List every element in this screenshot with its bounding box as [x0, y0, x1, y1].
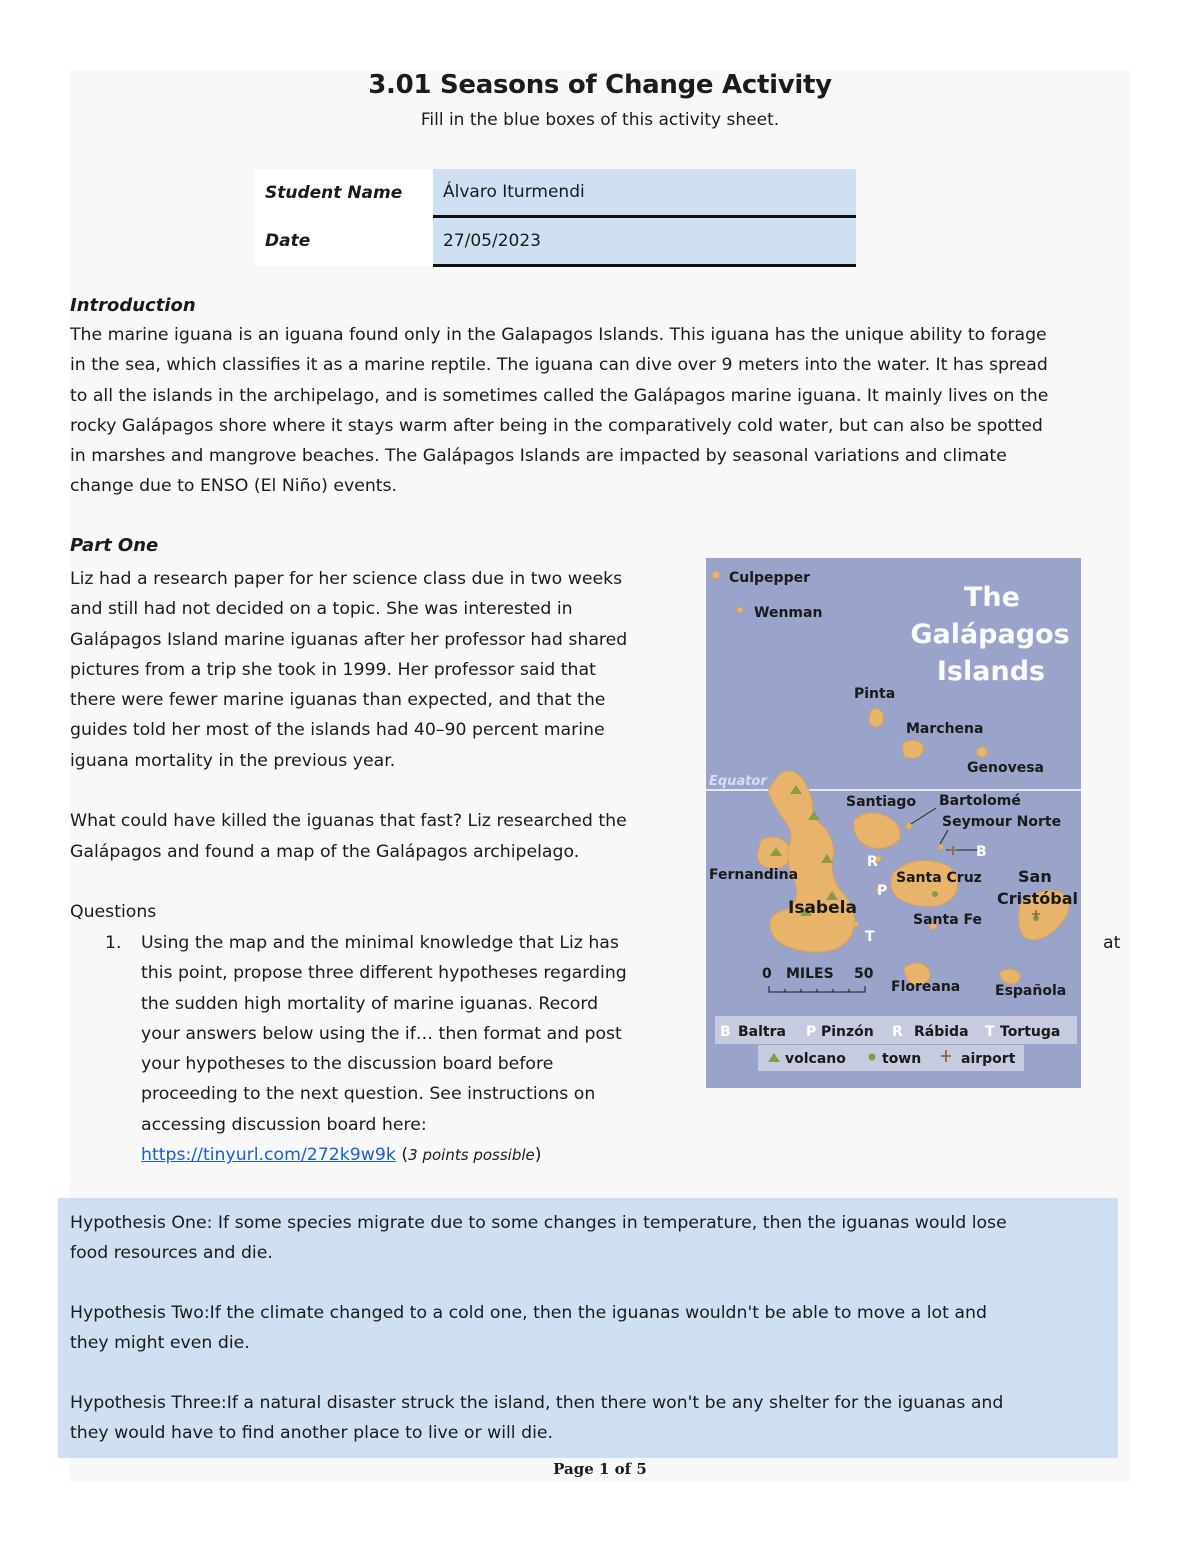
- label-floreana: Floreana: [891, 979, 961, 995]
- marchena-island: [903, 740, 923, 758]
- equator-label: Equator: [709, 774, 767, 789]
- galapagos-map: [706, 558, 1081, 1088]
- intro-line: change due to ENSO (El Niño) events.: [70, 476, 398, 497]
- scale-unit: MILES: [786, 966, 834, 982]
- question-line: proceeding to the next question. See instructions on: [141, 1084, 596, 1105]
- hypothesis-three: Hypothesis Three:If a natural disaster struck the island, then there won't be any shelter for the iguanas and they would have to find another place to live or will die.: [70, 1393, 1004, 1444]
- questions-label: Questions: [70, 902, 157, 923]
- wenman-island: [737, 607, 743, 613]
- part-one-heading: Part One: [70, 535, 159, 556]
- pinta-island: [869, 709, 883, 727]
- genovesa-island: [977, 747, 987, 757]
- town-icon: [932, 891, 938, 897]
- intro-line: in marshes and mangrove beaches. The Galápagos Islands are impacted by seasonal variations and climate: [70, 446, 1007, 467]
- question-line: the sudden high mortality of marine iguanas. Record: [141, 993, 599, 1014]
- label-isabela: Isabela: [788, 898, 857, 918]
- label-bartolome: Bartolomé: [939, 793, 1021, 809]
- label-genovesa: Genovesa: [967, 760, 1044, 776]
- legend-tortuga: Tortuga: [1000, 1024, 1061, 1040]
- label-culpepper: Culpepper: [729, 570, 810, 586]
- part-one-line: there were fewer marine iguanas than expected, and that the: [70, 690, 606, 711]
- legend-airport: airport: [961, 1051, 1016, 1067]
- legend-pinzon-key: P: [806, 1024, 817, 1040]
- question-line: this point, propose three different hypotheses regarding: [141, 963, 627, 984]
- seymour-island: [939, 845, 944, 850]
- label-p: P: [877, 883, 888, 899]
- part-one-line: iguana mortality in the previous year.: [70, 750, 396, 771]
- intro-line: to all the islands in the archipelago, and is sometimes called the Galápagos marine iguana. It mainly lives on the: [70, 385, 1049, 406]
- label-santiago: Santiago: [846, 794, 917, 810]
- question-text: [141, 928, 671, 1170]
- date-label: Date: [255, 217, 433, 266]
- legend-town-icon: [869, 1054, 876, 1061]
- map-title-line: The: [964, 582, 1020, 613]
- student-name-label: Student Name: [255, 169, 433, 217]
- scale-max: 50: [854, 966, 874, 982]
- intro-line: rocky Galápagos shore where it stays warm after being in the comparatively cold water, but can also be spotted: [70, 415, 1043, 436]
- label-r: R: [867, 854, 878, 870]
- intro-line: in the sea, which classifies it as a marine reptile. The iguana can dive over 9 meters into the water. It has spread: [70, 355, 1048, 376]
- question-line: accessing discussion board here:: [141, 1114, 427, 1135]
- student-info-table: [255, 169, 856, 267]
- question-line: Using the map and the minimal knowledge that Liz has: [141, 933, 619, 953]
- map-title-line: Galápagos: [910, 619, 1070, 650]
- part-one-line: Galápagos and found a map of the Galápagos archipelago.: [70, 841, 580, 862]
- introduction-text: [70, 320, 1130, 502]
- hypothesis-two: Hypothesis Two:If the climate changed to a cold one, then the iguanas wouldn't be able to move a lot and they might even die.: [70, 1303, 987, 1354]
- legend-rabida: Rábida: [914, 1024, 969, 1040]
- label-t: T: [865, 929, 875, 945]
- question-number: 1.: [105, 933, 122, 953]
- question-line: your answers below using the if… then format and post: [141, 1023, 622, 1044]
- legend-rabida-key: R: [892, 1024, 903, 1040]
- date-row: [255, 217, 856, 266]
- label-seymour: Seymour Norte: [942, 814, 1062, 830]
- question-line: your hypotheses to the discussion board before: [141, 1054, 554, 1075]
- question-link-line: https://tinyurl.com/272k9w9k (3 points possible): [141, 1145, 542, 1166]
- hypotheses-answer-box[interactable]: [58, 1198, 1118, 1458]
- part-one-line: What could have killed the iguanas that fast? Liz researched the: [70, 811, 627, 832]
- page-subtitle: Fill in the blue boxes of this activity sheet.: [420, 110, 780, 130]
- student-name-field[interactable]: Álvaro Iturmendi: [433, 169, 856, 217]
- question-trailing-word: at: [1103, 933, 1121, 953]
- page-footer: Page 1 of 5: [553, 1460, 647, 1478]
- hypothesis-one: Hypothesis One: If some species migrate due to some changes in temperature, then the iguanas would lose food resources and die.: [70, 1213, 1007, 1264]
- legend-town: town: [882, 1051, 922, 1067]
- label-espanola: Española: [995, 983, 1067, 999]
- culpepper-island: [713, 572, 720, 579]
- map-title-line: Islands: [936, 656, 1046, 687]
- page-title: 3.01 Seasons of Change Activity: [368, 70, 832, 100]
- label-cristobal: Cristóbal: [997, 889, 1079, 908]
- label-fernandina: Fernandina: [709, 867, 799, 883]
- legend-volcano: volcano: [785, 1051, 846, 1067]
- label-pinta: Pinta: [854, 686, 896, 702]
- legend-pinzon: Pinzón: [821, 1024, 874, 1040]
- scale-zero: 0: [762, 966, 772, 982]
- intro-line: The marine iguana is an iguana found only in the Galapagos Islands. This iguana has the unique ability to forage: [70, 325, 1047, 345]
- part-one-line: and still had not decided on a topic. She was interested in: [70, 599, 573, 620]
- label-santa-cruz: Santa Cruz: [896, 870, 982, 886]
- part-one-text: [70, 564, 690, 928]
- label-b: B: [976, 844, 987, 860]
- introduction-heading: Introduction: [70, 295, 196, 316]
- date-field[interactable]: 27/05/2023: [433, 217, 856, 266]
- label-san: San: [1018, 867, 1052, 886]
- label-santa-fe: Santa Fe: [913, 912, 983, 928]
- part-one-line: pictures from a trip she took in 1999. Her professor said that: [70, 659, 596, 680]
- legend-baltra: Baltra: [738, 1024, 786, 1040]
- label-wenman: Wenman: [754, 605, 823, 621]
- student-name-row: [255, 169, 856, 217]
- points-note: 3 points possible: [408, 1146, 535, 1165]
- label-marchena: Marchena: [906, 721, 984, 737]
- part-one-line: guides told her most of the islands had 40–90 percent marine: [70, 720, 605, 741]
- part-one-line: Liz had a research paper for her science class due in two weeks: [70, 569, 623, 589]
- legend-baltra-key: B: [720, 1024, 731, 1040]
- part-one-line: Galápagos Island marine iguanas after her professor had shared: [70, 629, 628, 650]
- legend-tortuga-key: T: [985, 1024, 995, 1040]
- discussion-board-link[interactable]: https://tinyurl.com/272k9w9k: [141, 1145, 396, 1166]
- tortuga-island: [854, 922, 859, 927]
